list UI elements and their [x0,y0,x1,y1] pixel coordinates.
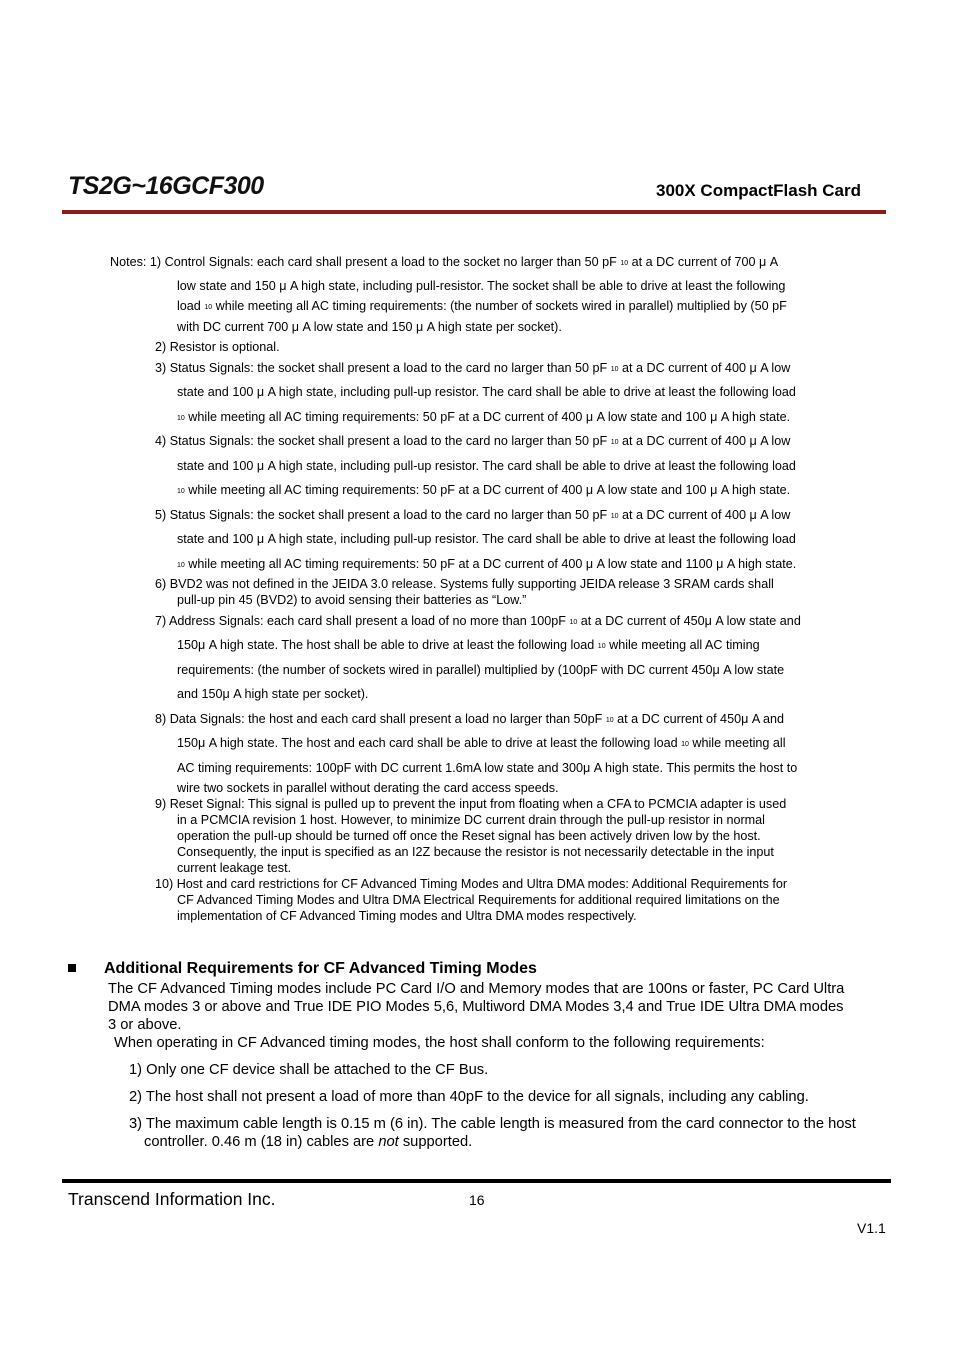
note-7-line-1: 7) Address Signals: each card shall present a load of no more than 100pF $_{10}$ at a DC current of 450μ A low state and [155,614,801,628]
header-divider [62,210,886,214]
requirement-3-line-2: controller. 0.46 m (18 in) cables are not supported. [144,1134,473,1150]
section-para-1-line-1: The CF Advanced Timing modes include PC Card I/O and Memory modes that are 100ns or faster, PC Card Ultra [108,981,845,997]
note-1-line-3: load $_{10}$ while meeting all AC timing requirements: (the number of sockets wired in parallel) multiplied by (50 pF [177,299,787,313]
note-7-line-2: 150μ A high state. The host shall be able to drive at least the following load $_{10}$ while meeting all AC timing [177,638,760,652]
section-heading: Additional Requirements for CF Advanced Timing Modes [104,960,537,977]
note-5-line-2: state and 100 μ A high state, including pull-up resistor. The card shall be able to drive at least the following load [177,532,796,546]
note-1-line-1: Notes: 1) Control Signals: each card shall present a load to the socket no larger than 50 pF $_{10}$ at a DC current of 700 μ A [110,255,779,269]
note-6-line-2: pull-up pin 45 (BVD2) to avoid sensing their batteries as “Low.” [177,593,527,607]
note-9-line-3: operation the pull-up should be turned off once the Reset signal has been actively driven low by the host. [177,829,761,843]
note-6-line-1: 6) BVD2 was not defined in the JEIDA 3.0 release. Systems fully supporting JEIDA release 3 SRAM cards shall [155,577,774,591]
note-9-line-1: 9) Reset Signal: This signal is pulled up to prevent the input from floating when a CFA to PCMCIA adapter is used [155,797,787,811]
note-9-line-5: current leakage test. [177,861,292,875]
note-10-line-2: CF Advanced Timing Modes and Ultra DMA Electrical Requirements for additional required limitations on the [177,893,780,907]
note-5-line-3: $_{10}$ while meeting all AC timing requirements: 50 pF at a DC current of 400 μ A low state and 1100 μ A high state. [177,557,797,571]
note-10-line-3: implementation of CF Advanced Timing modes and Ultra DMA modes respectively. [177,909,637,923]
note-9-line-4: Consequently, the input is specified as an I2Z because the resistor is not necessarily detectable in the input [177,845,774,859]
note-10-line-1: 10) Host and card restrictions for CF Advanced Timing Modes and Ultra DMA modes: Additional Requirements for [155,877,788,891]
footer-company: Transcend Information Inc. [68,1189,276,1209]
requirement-1: 1) Only one CF device shall be attached to the CF Bus. [129,1062,489,1078]
note-8-line-4: wire two sockets in parallel without derating the card access speeds. [177,781,559,795]
note-2: 2) Resistor is optional. [155,340,280,354]
requirement-3-line-1: 3) The maximum cable length is 0.15 m (6 in). The cable length is measured from the card connector to the host [129,1116,856,1132]
square-bullet-icon [68,964,76,972]
product-logo: TS2G~16GCF300 [68,172,264,200]
emphasis-not: not [378,1134,399,1150]
section-para-1-line-2: DMA modes 3 or above and True IDE PIO Modes 5,6, Multiword DMA Modes 3,4 and True IDE Ultra DMA modes [108,999,844,1015]
note-1-line-2: low state and 150 μ A high state, including pull-resistor. The socket shall be able to drive at least the following [177,279,786,293]
requirement-2: 2) The host shall not present a load of more than 40pF to the device for all signals, including any cabling. [129,1089,809,1105]
note-9-line-2: in a PCMCIA revision 1 host. However, to minimize DC current drain through the pull-up resistor in normal [177,813,765,827]
note-8-line-1: 8) Data Signals: the host and each card shall present a load no larger than 50pF $_{10}$ at a DC current of 450μ A and [155,712,785,726]
note-4-line-1: 4) Status Signals: the socket shall present a load to the card no larger than 50 pF $_{10}$ at a DC current of 400 μ A low [155,434,791,448]
section-para-1-line-3: 3 or above. [108,1017,182,1033]
note-8-line-3: AC timing requirements: 100pF with DC current 1.6mA low state and 300μ A high state. This permits the host to [177,761,798,775]
note-4-line-3: $_{10}$ while meeting all AC timing requirements: 50 pF at a DC current of 400 μ A low state and 100 μ A high state. [177,483,791,497]
note-3-line-3: $_{10}$ while meeting all AC timing requirements: 50 pF at a DC current of 400 μ A low state and 100 μ A high state. [177,410,791,424]
note-8-line-2: 150μ A high state. The host and each card shall be able to drive at least the following load $_{10}$ while meeting all [177,736,786,750]
section-para-2: When operating in CF Advanced timing modes, the host shall conform to the following requirements: [114,1035,765,1051]
footer-divider [62,1179,891,1183]
note-7-line-3: requirements: (the number of sockets wired in parallel) multiplied by (100pF with DC current 450μ A low state [177,663,785,677]
note-3-line-2: state and 100 μ A high state, including pull-up resistor. The card shall be able to drive at least the following load [177,385,796,399]
note-1-line-4: with DC current 700 μ A low state and 150 μ A high state per socket). [177,320,562,334]
page-title: 300X CompactFlash Card [656,181,862,200]
note-4-line-2: state and 100 μ A high state, including pull-up resistor. The card shall be able to drive at least the following load [177,459,796,473]
note-7-line-4: and 150μ A high state per socket). [177,687,369,701]
note-5-line-1: 5) Status Signals: the socket shall present a load to the card no larger than 50 pF $_{10}$ at a DC current of 400 μ A low [155,508,791,522]
page-number: 16 [469,1192,485,1208]
document-version: V1.1 [857,1220,886,1236]
note-3-line-1: 3) Status Signals: the socket shall present a load to the card no larger than 50 pF $_{10}$ at a DC current of 400 μ A low [155,361,791,375]
